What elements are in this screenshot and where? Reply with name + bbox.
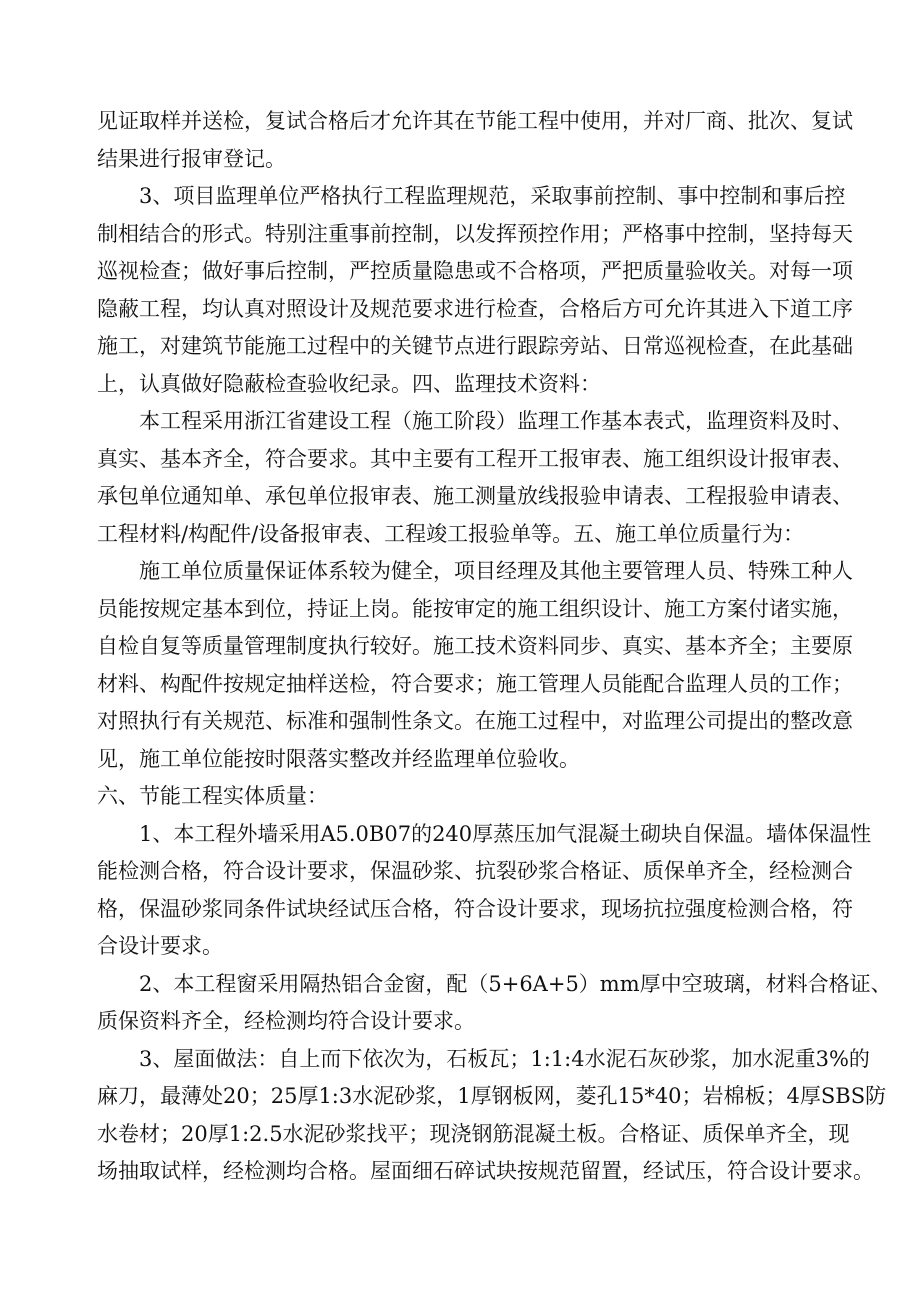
text-line: 1、本工程外墙采用A5.0B07的240厚蒸压加气混凝土砌块自保温。墙体保温性: [139, 821, 872, 846]
text-line: 员能按规定基本到位，持证上岗。能按审定的施工组织设计、施工方案付诸实施，: [97, 596, 853, 621]
text-line: 制相结合的形式。特别注重事前控制，以发挥预控作用；严格事中控制，坚持每天: [97, 221, 853, 246]
text-line: 自检自复等质量管理制度执行较好。施工技术资料同步、真实、基本齐全；主要原: [97, 634, 853, 658]
text-line: 真实、基本齐全，符合要求。其中主要有工程开工报审表、施工组织设计报审表、: [97, 446, 853, 471]
text-line: 材料、构配件按规定抽样送检，符合要求；施工管理人员能配合监理人员的工作；: [97, 671, 853, 696]
text-line: 3、项目监理单位严格执行工程监理规范，采取事前控制、事中控制和事后控: [139, 184, 846, 208]
text-line: 对照执行有关规范、标准和强制性条文。在施工过程中，对监理公司提出的整改意: [97, 709, 853, 733]
text-line: 场抽取试样，经检测均合格。屋面细石碎试块按规范留置，经试压，符合设计要求。: [97, 1159, 874, 1183]
text-line: 隐蔽工程，均认真对照设计及规范要求进行检查，合格后方可允许其进入下道工序: [97, 296, 853, 321]
text-line: 麻刀，最薄处20；25厚1:3水泥砂浆，1厚钢板网，菱孔15*40；岩棉板；4厚SBS防: [97, 1084, 887, 1108]
text-line: 施工单位质量保证体系较为健全，项目经理及其他主要管理人员、特殊工种人: [139, 559, 853, 583]
text-line: 结果进行报审登记。: [97, 146, 286, 171]
text-line: 见，施工单位能按时限落实整改并经监理单位验收。: [97, 746, 580, 771]
text-line: 见证取样并送检，复试合格后才允许其在节能工程中使用，并对厂商、批次、复试: [97, 109, 853, 133]
text-line: 3、屋面做法：自上而下依次为，石板瓦；1:1:4水泥石灰砂浆，加水泥重3%的: [139, 1046, 870, 1071]
text-line: 施工，对建筑节能施工过程中的关键节点进行跟踪旁站、日常巡视检查，在此基础: [97, 334, 853, 358]
text-line: 合设计要求。: [97, 934, 223, 958]
text-line: 2、本工程窗采用隔热铝合金窗，配（5+6A+5）mm厚中空玻璃，材料合格证、: [139, 971, 892, 996]
text-line: 六、节能工程实体质量：: [97, 784, 328, 808]
text-line: 承包单位通知单、承包单位报审表、施工测量放线报验申请表、工程报验申请表、: [97, 484, 853, 508]
text-line: 工程材料/构配件/设备报审表、工程竣工报验单等。五、施工单位质量行为：: [97, 521, 805, 546]
text-line: 格，保温砂浆同条件试块经试压合格，符合设计要求，现场抗拉强度检测合格，符: [97, 896, 853, 921]
text-line: 水卷材；20厚1:2.5水泥砂浆找平；现浇钢筋混凝土板。合格证、质保单齐全，现: [97, 1121, 850, 1146]
document-page: [97, 103, 892, 1191]
text-line: 质保资料齐全，经检测均符合设计要求。: [97, 1009, 475, 1033]
text-line: 上，认真做好隐蔽检查验收纪录。四、监理技术资料：: [97, 371, 601, 396]
text-line: 本工程采用浙江省建设工程（施工阶段）监理工作基本表式，监理资料及时、: [139, 409, 853, 433]
text-line: 能检测合格，符合设计要求，保温砂浆、抗裂砂浆合格证、质保单齐全，经检测合: [97, 859, 853, 883]
text-line: 巡视检查；做好事后控制，严控质量隐患或不合格项，严把质量验收关。对每一项: [97, 259, 853, 283]
